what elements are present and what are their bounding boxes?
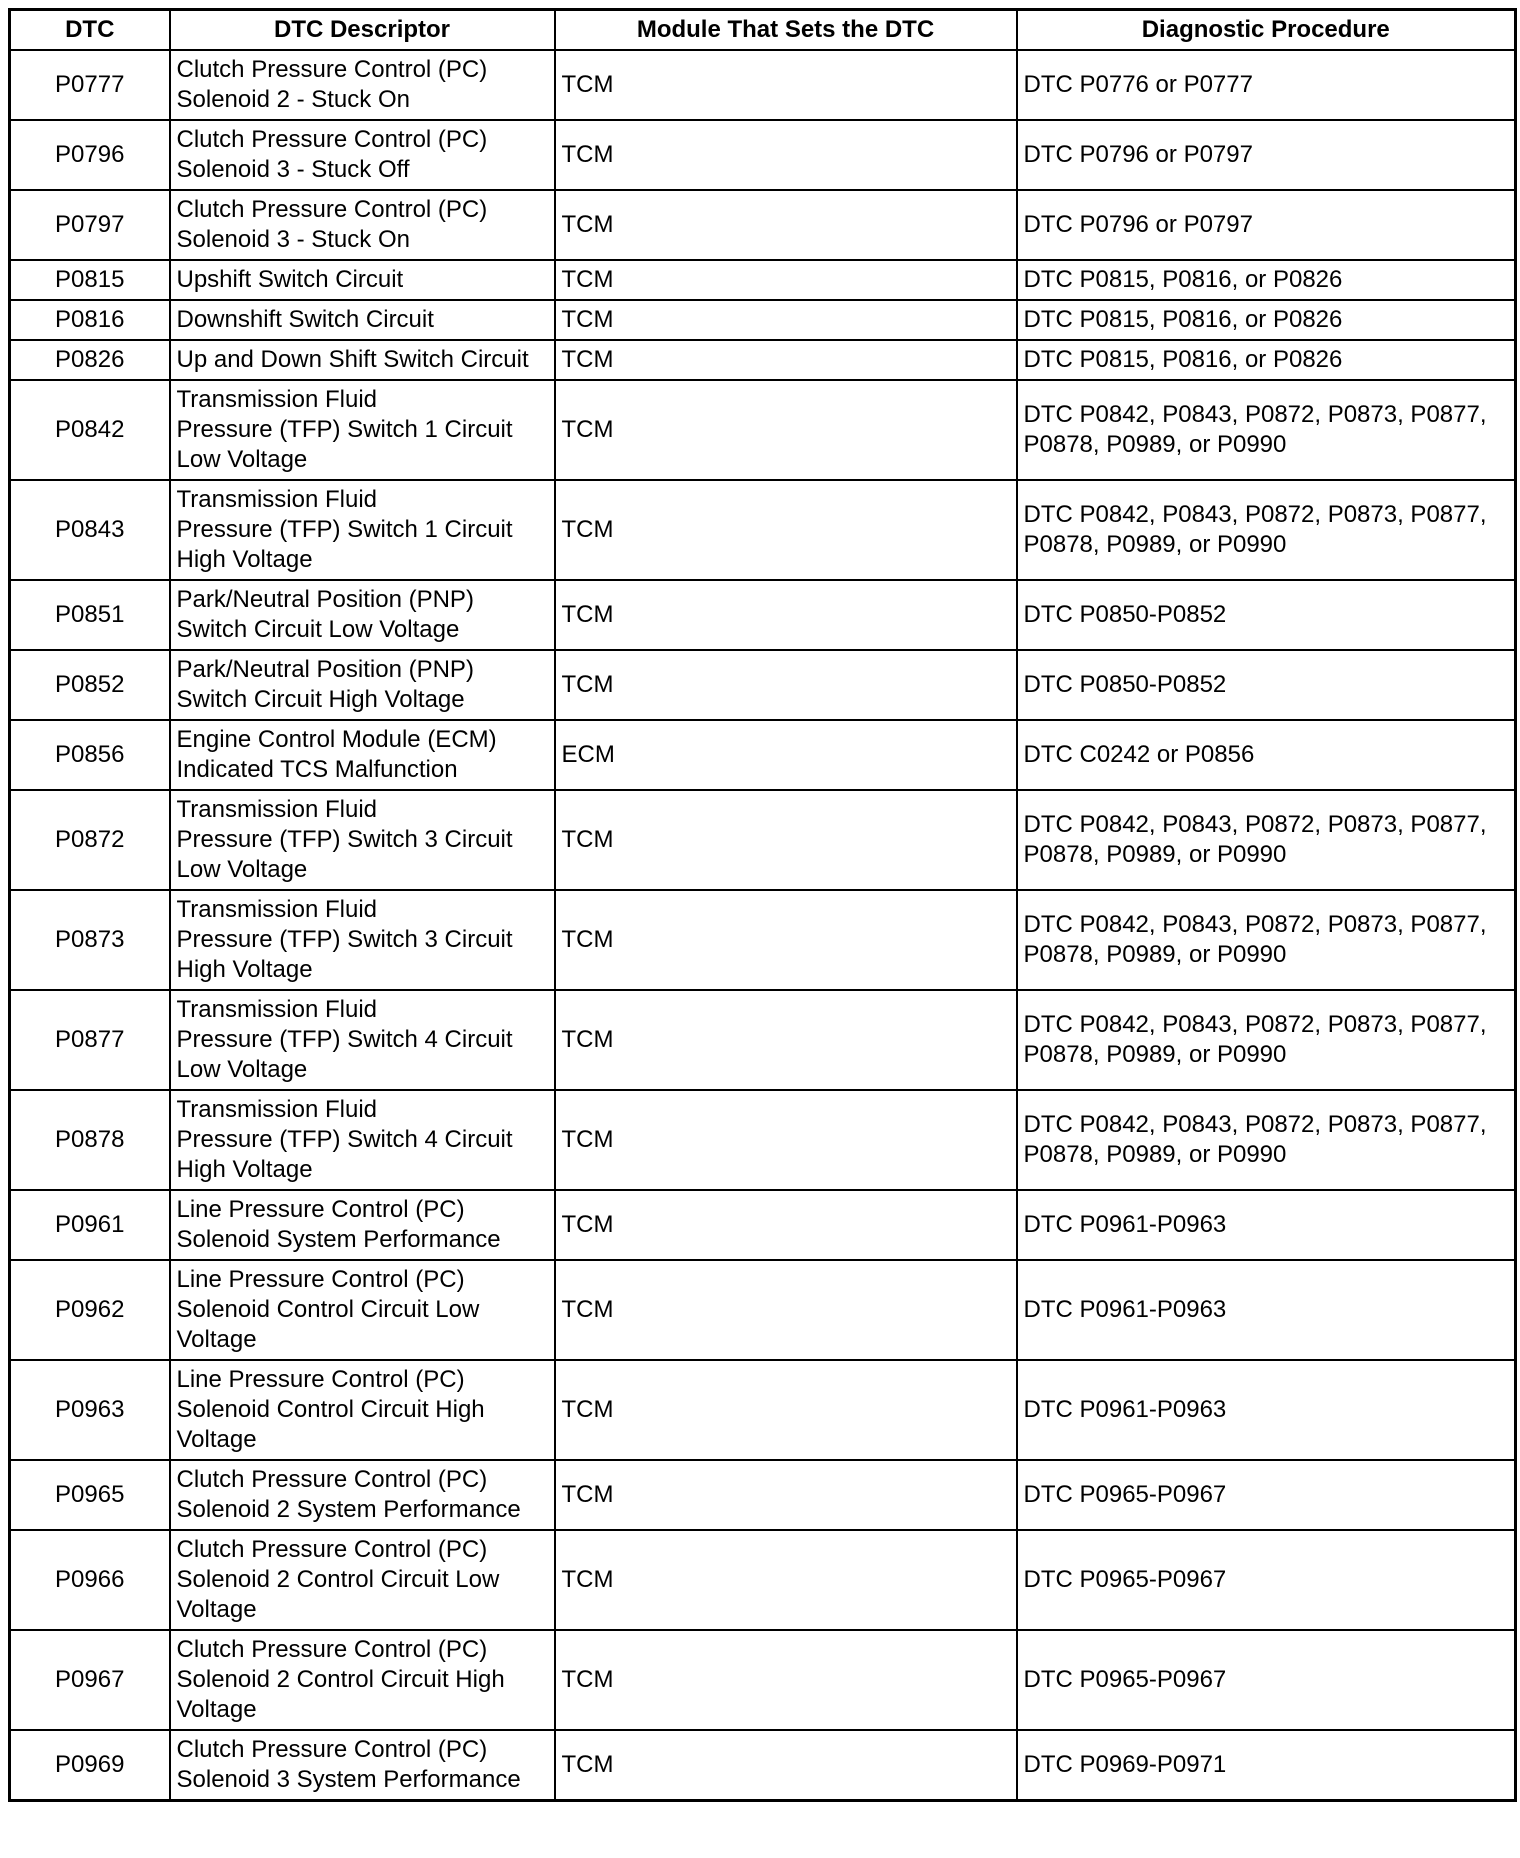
descriptor-line: High Voltage — [176, 1156, 313, 1183]
module-cell: TCM — [555, 480, 1017, 580]
procedure-line: P0878, P0989, or P0990 — [1023, 1141, 1287, 1168]
dtc-code-cell: P0856 — [10, 720, 170, 790]
table-row — [10, 1360, 1516, 1460]
descriptor-line: Pressure (TFP) Switch 4 Circuit — [176, 1126, 513, 1153]
dtc-code-cell: P0966 — [10, 1530, 170, 1630]
descriptor-line: Solenoid 3 - Stuck On — [176, 226, 410, 253]
procedure-line: DTC P0842, P0843, P0872, P0873, P0877, — [1023, 911, 1487, 938]
diagnostic-procedure-cell — [1017, 260, 1516, 300]
dtc-code-cell: P0797 — [10, 190, 170, 260]
procedure-line: DTC P0961-P0963 — [1023, 1396, 1227, 1423]
diagnostic-procedure-cell — [1017, 1730, 1516, 1801]
procedure-line: P0878, P0989, or P0990 — [1023, 1041, 1287, 1068]
dtc-descriptor-cell — [170, 650, 555, 720]
diagnostic-procedure-cell — [1017, 1360, 1516, 1460]
descriptor-line: Switch Circuit High Voltage — [176, 686, 465, 713]
dtc-descriptor-cell — [170, 340, 555, 380]
descriptor-line: Solenoid 3 System Performance — [176, 1766, 521, 1793]
header-module: Module That Sets the DTC — [555, 10, 1017, 51]
descriptor-line: Transmission Fluid — [176, 996, 377, 1023]
descriptor-line: Downshift Switch Circuit — [176, 306, 434, 333]
diagnostic-procedure-cell — [1017, 650, 1516, 720]
dtc-code-cell: P0843 — [10, 480, 170, 580]
module-cell: TCM — [555, 990, 1017, 1090]
procedure-line: DTC P0965-P0967 — [1023, 1481, 1227, 1508]
descriptor-line: Transmission Fluid — [176, 386, 377, 413]
table-row — [10, 340, 1516, 380]
diagnostic-procedure-cell — [1017, 1190, 1516, 1260]
dtc-descriptor-cell — [170, 260, 555, 300]
procedure-line: DTC P0842, P0843, P0872, P0873, P0877, — [1023, 401, 1487, 428]
descriptor-line: Solenoid 2 Control Circuit Low — [176, 1566, 500, 1593]
dtc-code-cell: P0851 — [10, 580, 170, 650]
descriptor-line: Transmission Fluid — [176, 896, 377, 923]
table-row — [10, 650, 1516, 720]
dtc-code-cell: P0872 — [10, 790, 170, 890]
diagnostic-procedure-cell — [1017, 300, 1516, 340]
diagnostic-procedure-cell — [1017, 190, 1516, 260]
table-row — [10, 1630, 1516, 1730]
descriptor-line: Solenoid 2 - Stuck On — [176, 86, 410, 113]
table-row — [10, 720, 1516, 790]
descriptor-line: Clutch Pressure Control (PC) — [176, 1736, 488, 1763]
procedure-line: DTC P0961-P0963 — [1023, 1211, 1227, 1238]
diagnostic-procedure-cell — [1017, 1460, 1516, 1530]
diagnostic-procedure-cell — [1017, 1090, 1516, 1190]
descriptor-line: Switch Circuit Low Voltage — [176, 616, 460, 643]
diagnostic-procedure-cell — [1017, 790, 1516, 890]
dtc-descriptor-cell — [170, 480, 555, 580]
diagnostic-procedure-cell — [1017, 480, 1516, 580]
module-cell: TCM — [555, 50, 1017, 120]
descriptor-line: Voltage — [176, 1426, 257, 1453]
table-row — [10, 50, 1516, 120]
dtc-descriptor-cell — [170, 380, 555, 480]
diagnostic-procedure-cell — [1017, 50, 1516, 120]
diagnostic-procedure-cell — [1017, 720, 1516, 790]
descriptor-line: Transmission Fluid — [176, 1096, 377, 1123]
descriptor-line: Engine Control Module (ECM) — [176, 726, 497, 753]
procedure-line: P0878, P0989, or P0990 — [1023, 941, 1287, 968]
dtc-descriptor-cell — [170, 50, 555, 120]
procedure-line: DTC P0965-P0967 — [1023, 1666, 1227, 1693]
diagnostic-procedure-cell — [1017, 580, 1516, 650]
table-header-row — [10, 10, 1516, 51]
diagnostic-procedure-cell — [1017, 890, 1516, 990]
procedure-line: DTC P0815, P0816, or P0826 — [1023, 306, 1343, 333]
descriptor-line: High Voltage — [176, 956, 313, 983]
dtc-descriptor-cell — [170, 890, 555, 990]
dtc-code-cell: P0777 — [10, 50, 170, 120]
table-row — [10, 300, 1516, 340]
dtc-code-cell: P0878 — [10, 1090, 170, 1190]
descriptor-line: Clutch Pressure Control (PC) — [176, 56, 488, 83]
descriptor-line: Clutch Pressure Control (PC) — [176, 1636, 488, 1663]
procedure-line: DTC P0842, P0843, P0872, P0873, P0877, — [1023, 811, 1487, 838]
module-cell: TCM — [555, 120, 1017, 190]
dtc-descriptor-cell — [170, 720, 555, 790]
descriptor-line: Solenoid 2 Control Circuit High — [176, 1666, 505, 1693]
descriptor-line: Low Voltage — [176, 1056, 308, 1083]
dtc-code-cell: P0962 — [10, 1260, 170, 1360]
table-row — [10, 380, 1516, 480]
diagnostic-procedure-cell — [1017, 1260, 1516, 1360]
diagnostic-procedure-cell — [1017, 990, 1516, 1090]
descriptor-line: Up and Down Shift Switch Circuit — [176, 346, 529, 373]
descriptor-line: Transmission Fluid — [176, 796, 377, 823]
module-cell: TCM — [555, 1630, 1017, 1730]
dtc-descriptor-cell — [170, 990, 555, 1090]
dtc-code-cell: P0842 — [10, 380, 170, 480]
table-row — [10, 1530, 1516, 1630]
descriptor-line: Solenoid 2 System Performance — [176, 1496, 521, 1523]
dtc-code-cell: P0815 — [10, 260, 170, 300]
diagnostic-procedure-cell — [1017, 1530, 1516, 1630]
descriptor-line: Solenoid System Performance — [176, 1226, 501, 1253]
module-cell: TCM — [555, 1530, 1017, 1630]
procedure-line: DTC P0969-P0971 — [1023, 1751, 1227, 1778]
table-row — [10, 1090, 1516, 1190]
module-cell: TCM — [555, 300, 1017, 340]
descriptor-line: Park/Neutral Position (PNP) — [176, 586, 474, 613]
table-row — [10, 1460, 1516, 1530]
dtc-descriptor-cell — [170, 1530, 555, 1630]
dtc-code-cell: P0969 — [10, 1730, 170, 1801]
descriptor-line: High Voltage — [176, 546, 313, 573]
descriptor-line: Voltage — [176, 1696, 257, 1723]
procedure-line: P0878, P0989, or P0990 — [1023, 841, 1287, 868]
module-cell: TCM — [555, 1360, 1017, 1460]
procedure-line: P0878, P0989, or P0990 — [1023, 431, 1287, 458]
module-cell: TCM — [555, 1090, 1017, 1190]
module-cell: TCM — [555, 1460, 1017, 1530]
dtc-descriptor-cell — [170, 1730, 555, 1801]
module-cell: TCM — [555, 380, 1017, 480]
procedure-line: DTC P0842, P0843, P0872, P0873, P0877, — [1023, 1111, 1487, 1138]
procedure-line: DTC P0796 or P0797 — [1023, 211, 1253, 238]
table-body — [10, 50, 1516, 1801]
header-diagnostic-procedure: Diagnostic Procedure — [1017, 10, 1516, 51]
descriptor-line: Solenoid Control Circuit High — [176, 1396, 485, 1423]
diagnostic-procedure-cell — [1017, 380, 1516, 480]
table-row — [10, 990, 1516, 1090]
descriptor-line: Pressure (TFP) Switch 1 Circuit — [176, 416, 513, 443]
dtc-table — [8, 8, 1517, 1802]
dtc-descriptor-cell — [170, 1090, 555, 1190]
procedure-line: DTC P0850-P0852 — [1023, 671, 1227, 698]
dtc-code-cell: P0963 — [10, 1360, 170, 1460]
table-row — [10, 190, 1516, 260]
table-row — [10, 480, 1516, 580]
dtc-code-cell: P0961 — [10, 1190, 170, 1260]
module-cell: TCM — [555, 890, 1017, 990]
descriptor-line: Line Pressure Control (PC) — [176, 1196, 465, 1223]
descriptor-line: Line Pressure Control (PC) — [176, 1266, 465, 1293]
module-cell: TCM — [555, 1260, 1017, 1360]
procedure-line: DTC P0815, P0816, or P0826 — [1023, 266, 1343, 293]
dtc-code-cell: P0816 — [10, 300, 170, 340]
diagnostic-procedure-cell — [1017, 1630, 1516, 1730]
dtc-code-cell: P0967 — [10, 1630, 170, 1730]
dtc-descriptor-cell — [170, 1260, 555, 1360]
table-row — [10, 1730, 1516, 1801]
procedure-line: DTC C0242 or P0856 — [1023, 741, 1255, 768]
procedure-line: DTC P0965-P0967 — [1023, 1566, 1227, 1593]
module-cell: TCM — [555, 790, 1017, 890]
procedure-line: DTC P0850-P0852 — [1023, 601, 1227, 628]
procedure-line: DTC P0842, P0843, P0872, P0873, P0877, — [1023, 1011, 1487, 1038]
descriptor-line: Indicated TCS Malfunction — [176, 756, 458, 783]
dtc-code-cell: P0796 — [10, 120, 170, 190]
module-cell: TCM — [555, 1730, 1017, 1801]
dtc-code-cell: P0852 — [10, 650, 170, 720]
module-cell: TCM — [555, 580, 1017, 650]
descriptor-line: Upshift Switch Circuit — [176, 266, 404, 293]
module-cell: TCM — [555, 260, 1017, 300]
dtc-descriptor-cell — [170, 580, 555, 650]
module-cell: TCM — [555, 1190, 1017, 1260]
descriptor-line: Clutch Pressure Control (PC) — [176, 196, 488, 223]
table-row — [10, 260, 1516, 300]
descriptor-line: Clutch Pressure Control (PC) — [176, 126, 488, 153]
diagnostic-procedure-cell — [1017, 340, 1516, 380]
dtc-descriptor-cell — [170, 190, 555, 260]
diagnostic-procedure-cell — [1017, 120, 1516, 190]
descriptor-line: Clutch Pressure Control (PC) — [176, 1536, 488, 1563]
descriptor-line: Solenoid Control Circuit Low — [176, 1296, 480, 1323]
descriptor-line: Solenoid 3 - Stuck Off — [176, 156, 410, 183]
header-dtc: DTC — [10, 10, 170, 51]
table-row — [10, 580, 1516, 650]
descriptor-line: Pressure (TFP) Switch 4 Circuit — [176, 1026, 513, 1053]
dtc-descriptor-cell — [170, 300, 555, 340]
descriptor-line: Low Voltage — [176, 856, 308, 883]
module-cell: TCM — [555, 340, 1017, 380]
dtc-code-cell: P0965 — [10, 1460, 170, 1530]
table-row — [10, 890, 1516, 990]
dtc-descriptor-cell — [170, 1630, 555, 1730]
dtc-descriptor-cell — [170, 1460, 555, 1530]
procedure-line: P0878, P0989, or P0990 — [1023, 531, 1287, 558]
dtc-descriptor-cell — [170, 790, 555, 890]
module-cell: TCM — [555, 650, 1017, 720]
descriptor-line: Pressure (TFP) Switch 3 Circuit — [176, 926, 513, 953]
module-cell: TCM — [555, 190, 1017, 260]
descriptor-line: Line Pressure Control (PC) — [176, 1366, 465, 1393]
table-row — [10, 120, 1516, 190]
descriptor-line: Clutch Pressure Control (PC) — [176, 1466, 488, 1493]
descriptor-line: Low Voltage — [176, 446, 308, 473]
descriptor-line: Voltage — [176, 1596, 257, 1623]
dtc-code-cell: P0826 — [10, 340, 170, 380]
table-row — [10, 1260, 1516, 1360]
dtc-descriptor-cell — [170, 1190, 555, 1260]
table-row — [10, 1190, 1516, 1260]
descriptor-line: Park/Neutral Position (PNP) — [176, 656, 474, 683]
descriptor-line: Transmission Fluid — [176, 486, 377, 513]
procedure-line: DTC P0842, P0843, P0872, P0873, P0877, — [1023, 501, 1487, 528]
table-row — [10, 790, 1516, 890]
dtc-descriptor-cell — [170, 1360, 555, 1460]
procedure-line: DTC P0961-P0963 — [1023, 1296, 1227, 1323]
dtc-code-cell: P0873 — [10, 890, 170, 990]
procedure-line: DTC P0776 or P0777 — [1023, 71, 1253, 98]
descriptor-line: Pressure (TFP) Switch 3 Circuit — [176, 826, 513, 853]
header-dtc-descriptor: DTC Descriptor — [170, 10, 555, 51]
dtc-code-cell: P0877 — [10, 990, 170, 1090]
descriptor-line: Pressure (TFP) Switch 1 Circuit — [176, 516, 513, 543]
descriptor-line: Voltage — [176, 1326, 257, 1353]
module-cell: ECM — [555, 720, 1017, 790]
procedure-line: DTC P0815, P0816, or P0826 — [1023, 346, 1343, 373]
procedure-line: DTC P0796 or P0797 — [1023, 141, 1253, 168]
dtc-descriptor-cell — [170, 120, 555, 190]
